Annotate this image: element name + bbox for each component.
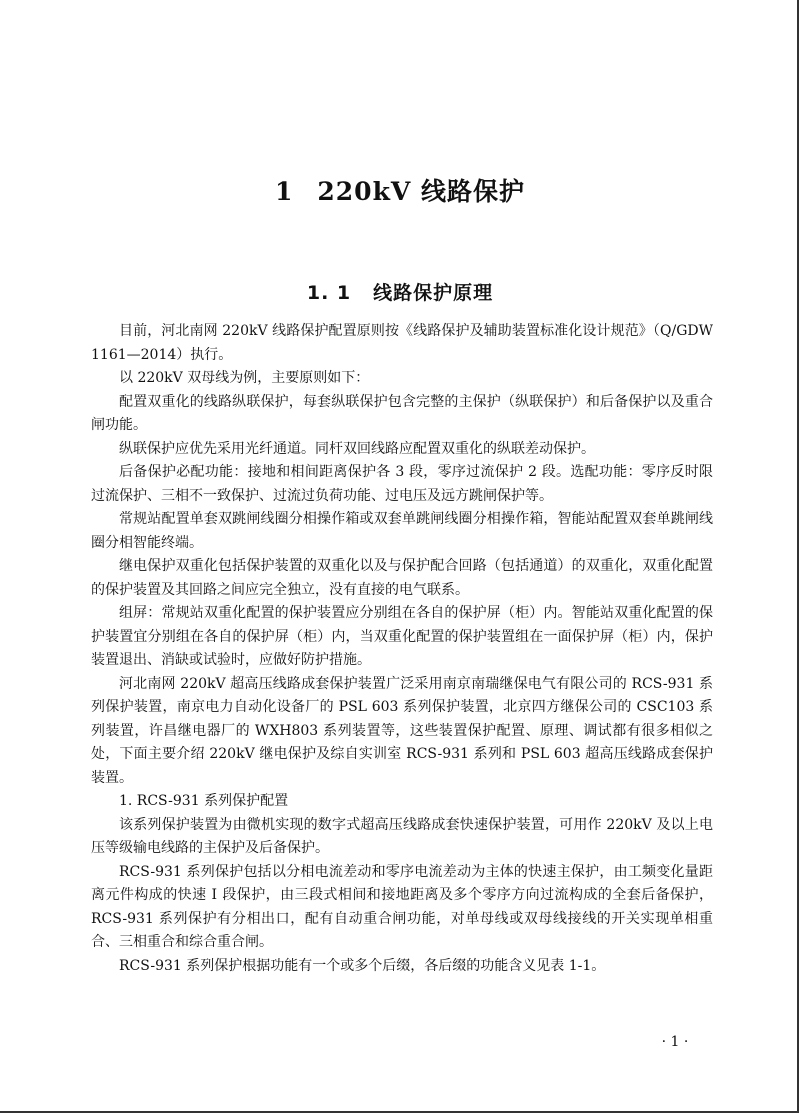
paragraph: RCS-931 系列保护根据功能有一个或多个后缀，各后缀的功能含义见表 1-1。: [119, 957, 606, 974]
section-title: [0, 278, 800, 305]
paragraph: 组屏：常规站双重化配置的保护装置应分别组在各自的保护屏（柜）内。智能站双重化配置的保护装置宜分别组在各自的保护屏（柜）内，当双重化配置的保护装置组在一面保护屏（柜）内，保护装置退出、消缺或试验时，应做好防护措施。: [91, 605, 713, 668]
paragraph: 配置双重化的线路纵联保护，每套纵联保护包含完整的主保护（纵联保护）和后备保护以及重合闸功能。: [91, 393, 713, 433]
section-number: 1. 1: [306, 282, 352, 304]
paragraph: 继电保护双重化包括保护装置的双重化以及与保护配合回路（包括通道）的双重化，双重化配置的保护装置及其回路之间应完全独立，没有直接的电气联系。: [91, 558, 713, 598]
paragraph: 常规站配置单套双跳闸线圈分相操作箱或双套单跳闸线圈分相操作箱，智能站配置双套单跳闸线圈分相智能终端。: [91, 511, 713, 551]
section-title-text: 线路保护原理: [373, 282, 494, 304]
body-text: [91, 320, 713, 978]
paragraph: 目前，河北南网 220kV 线路保护配置原则按《线路保护及辅助装置标准化设计规范》（Q/GDW 1161—2014）执行。: [91, 323, 713, 363]
page-number: · 1 ·: [661, 1034, 689, 1050]
paragraph: RCS-931 系列保护包括以分相电流差动和零序电流差动为主体的快速主保护，由工频变化量距离元件构成的快速 Ⅰ 段保护，由三段式相间和接地距离及多个零序方向过流构成的全套后备保护，RCS-931 系列保护有分相出口，配有自动重合闸功能，对单母线或双母线接线的开关实现单相重合、三相重合和综合重合闸。: [91, 863, 713, 950]
chapter-title-text: 220kV 线路保护: [317, 177, 525, 206]
paragraph: 河北南网 220kV 超高压线路成套保护装置广泛采用南京南瑞继保电气有限公司的 RCS-931 系列保护装置，南京电力自动化设备厂的 PSL 603 系列保护装置，北京四方继保公司的 CSC103 系列装置，许昌继电器厂的 WXH803 系列装置等，这些装置保护配置、原理、调试都有很多相似之处，下面主要介绍 220kV 继电保护及综自实训室 RCS-931 系列和 PSL 603 超高压线路成套保护装置。: [91, 675, 713, 786]
paragraph: 以 220kV 双母线为例，主要原则如下：: [119, 370, 370, 386]
paragraph: 纵联保护应优先采用光纤通道。同杆双回线路应配置双重化的纵联差动保护。: [119, 440, 595, 457]
paragraph: 1. RCS-931 系列保护配置: [119, 793, 289, 809]
chapter-title: [0, 172, 800, 208]
paragraph: 该系列保护装置为由微机实现的数字式超高压线路成套快速保护装置，可用作 220kV 及以上电压等级输电线路的主保护及后备保护。: [91, 816, 713, 856]
paragraph: 后备保护必配功能：接地和相间距离保护各 3 段，零序过流保护 2 段。选配功能：零序反时限过流保护、三相不一致保护、过流过负荷功能、过电压及远方跳闸保护等。: [91, 464, 713, 504]
chapter-number: 1: [274, 177, 294, 206]
